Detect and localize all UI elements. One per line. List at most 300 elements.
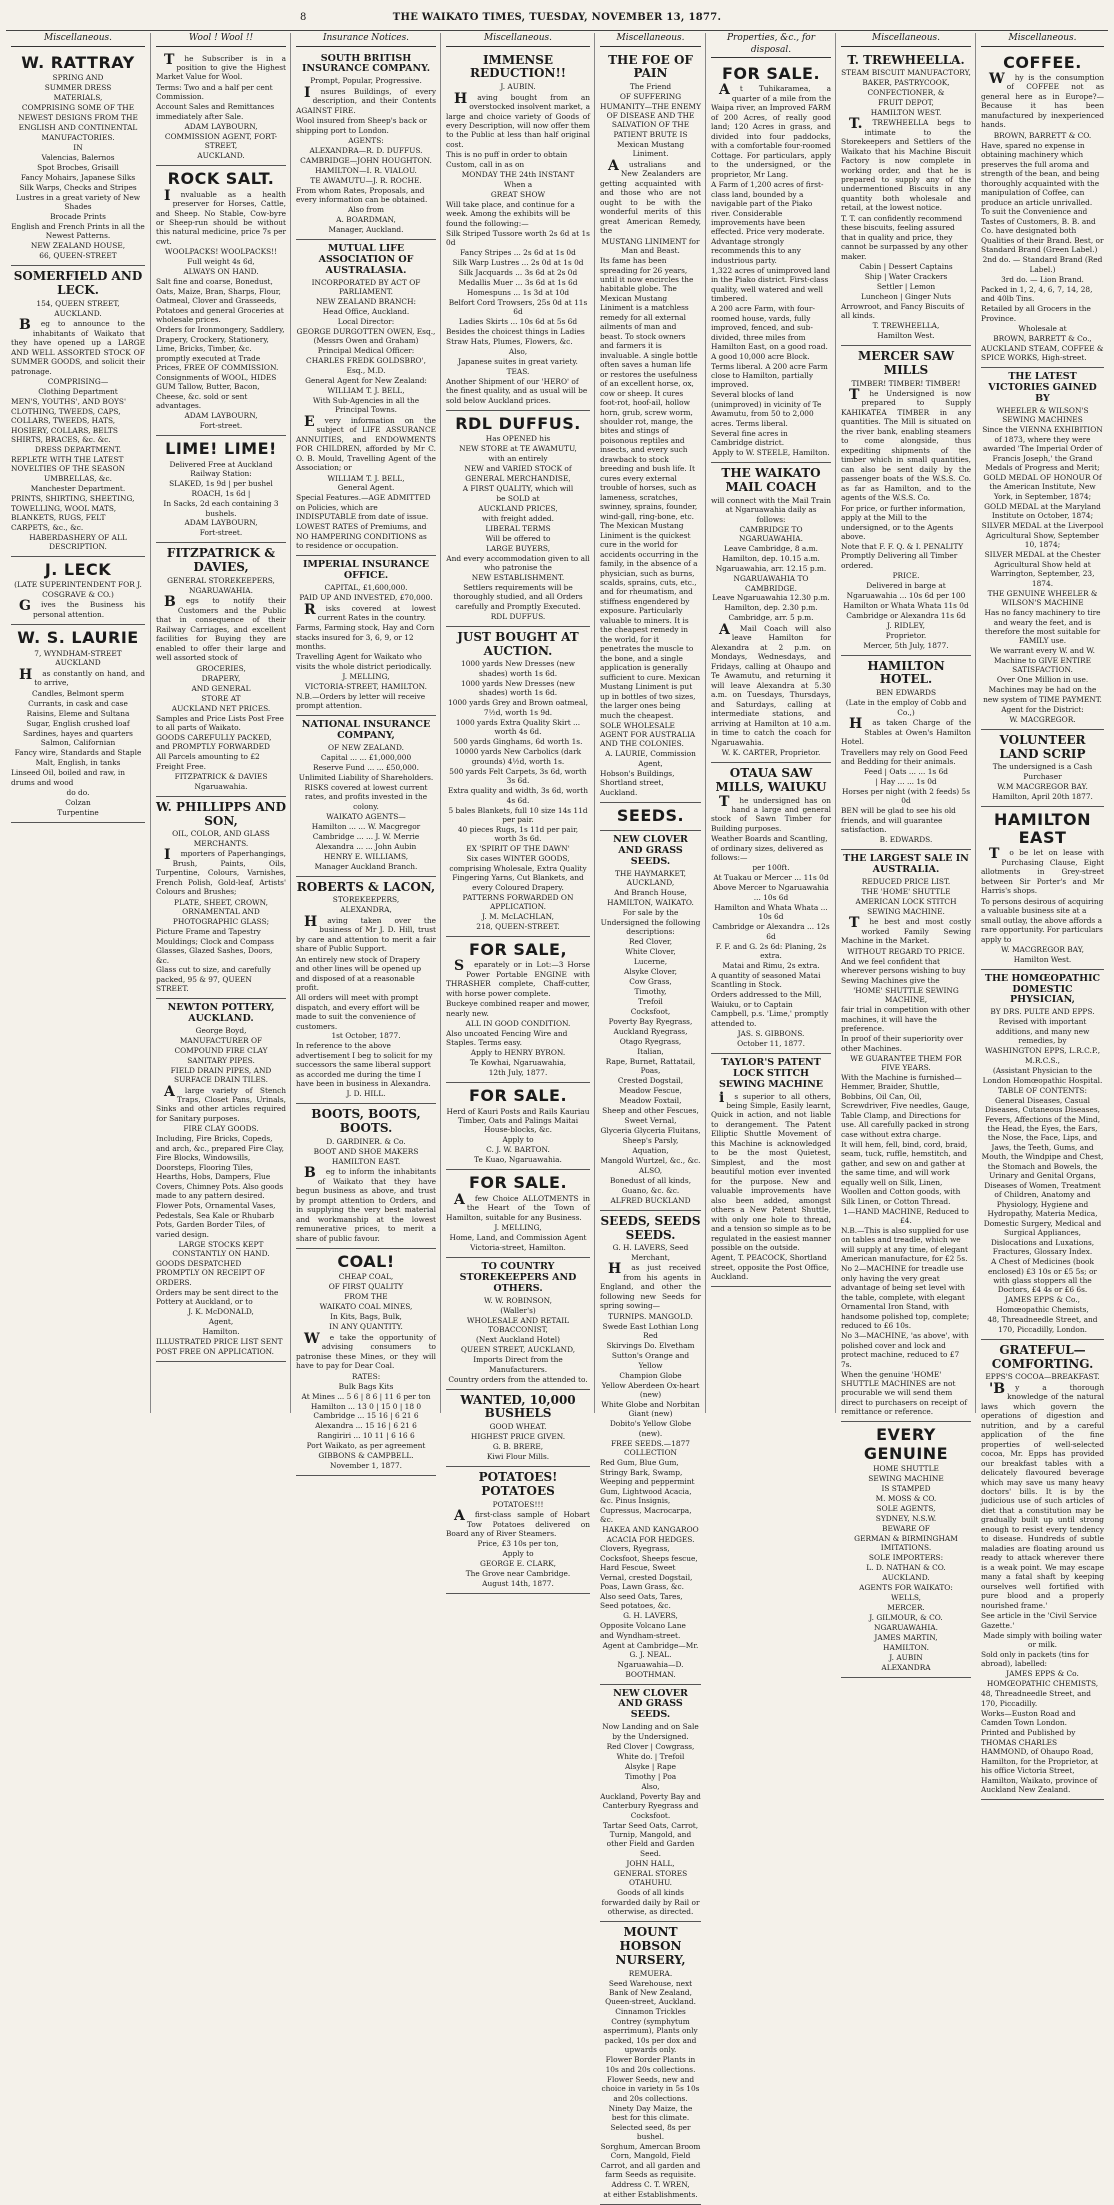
advertisement — [711, 763, 831, 1054]
ad-headline: FOR SALE. — [721, 64, 821, 84]
advertisement — [296, 1249, 436, 1476]
ad-detail: At Tuakau or Mercer ... 11s 0d — [713, 873, 829, 883]
ad-line: Poverty Bay Ryegrass, — [608, 1016, 693, 1026]
ad-line: Auckland, Poverty Bay and Canterbury Ryegrass and Cocksfoot. — [600, 1791, 701, 1820]
ad-line: Red Clover, — [628, 937, 673, 947]
ad-line: Bonedust of all kinds, — [609, 1175, 692, 1185]
ad-line: ALEXANDRA, — [340, 905, 392, 915]
ad-detail: ALL IN GOOD CONDITION. — [465, 1018, 571, 1028]
advertisement — [446, 1467, 590, 1594]
ad-detail: HAMILTON—I. R. VIALOU. — [315, 165, 417, 175]
ad-detail: Will take place, and continue for a week. Among the exhibits will be found the following:— — [446, 199, 575, 228]
ad-body: Alarge variety of Stench Traps, Closet Pans, Urinals, Sinks and other articles required for Sanitary purposes. — [156, 1083, 286, 1123]
ad-line: AMERICAN LOCK STITCH — [855, 897, 957, 907]
ad-detail: 1st October, 1877. — [331, 1031, 401, 1041]
ad-line: BOOT AND SHOE MAKERS — [313, 1146, 419, 1156]
ad-detail: FIRE CLAY GOODS. — [183, 1124, 259, 1134]
ad-line: Crested Dogstail, — [617, 1076, 684, 1086]
ad-headline: SOMERFIELD AND LECK. — [13, 269, 143, 298]
ad-line: Italian, — [637, 1046, 664, 1056]
ad-detail: Manager, Auckland. — [328, 224, 404, 234]
ad-detail: Medallis Muer ... 3s 6d at 1s 6d — [458, 277, 578, 287]
ad-detail: Ship | Water Crackers — [864, 271, 948, 281]
ad-line: 1000 yards New Dresses (new shades) worth 1s 6d. — [461, 659, 575, 678]
ad-detail: Hamilton West. — [877, 330, 935, 340]
ad-detail: Buckeye combined reaper and mower, nearly new. — [446, 999, 590, 1018]
ad-detail: And we feel confident that wherever persons wishing to buy Sewing Machines give the — [841, 956, 966, 985]
ad-detail: A 200 acre Farm, with four-roomed house, vards, fully improved, fenced, and sub-divided, three miles from Hamilton East, on a good road. — [711, 304, 828, 352]
ad-line: Hamilton, dep. 2.30 p.m. — [724, 603, 818, 613]
ad-detail: Bulk Bags Kits — [338, 1381, 394, 1391]
ad-detail: 1—HAND MACHINE, Reduced to £4. — [843, 1206, 969, 1225]
ad-detail: J. RIDLEY, — [886, 620, 926, 630]
ad-body: Separately or in Lot:—3 Horse Power Portable ENGINE with THRASHER complete, Chaff-cutter, with horse power complete. — [446, 958, 590, 998]
ad-detail: Skirvings Do. Elvetham — [606, 1341, 695, 1351]
ad-headline: W. S. LAURIE — [17, 628, 139, 648]
ad-line: RISKS covered at lowest current rates, and profits invested in the colony. — [304, 782, 428, 811]
ad-headline: SEEDS, SEEDS SEEDS. — [600, 1213, 701, 1242]
ad-detail: Wholesale at — [1018, 323, 1067, 333]
ad-detail: JAMES EPPS & Co. — [1006, 1669, 1079, 1679]
ad-detail: When a — [503, 179, 533, 189]
ad-line: Sweet Vernal, — [624, 1116, 677, 1126]
ad-line: Address C. T. WREN, — [611, 2180, 690, 2190]
ad-line: FIELD DRAIN PIPES, AND SURFACE DRAIN TILES. — [170, 1065, 272, 1085]
ad-line: Settlers requirements will be thoroughly studied, and all Orders carefully and Promptly Executed. — [453, 583, 583, 611]
advertisement — [446, 627, 590, 937]
ad-detail: Hamilton West. — [1013, 954, 1072, 964]
ad-headline: ROBERTS & LACON, — [296, 879, 436, 894]
ad-detail: SOLE WHOLESALE AGENT FOR AUSTRALIA AND THE COLONIES. — [600, 720, 696, 749]
ad-detail: Dobito's Yellow Globe (new). — [609, 1419, 692, 1438]
ad-detail: Victoria-street, Hamilton. — [470, 1243, 566, 1253]
ad-headline: NEWTON POTTERY, AUCKLAND. — [167, 1002, 275, 1025]
ad-line: COMPOUND FIRE CLAY SANITARY PIPES. — [174, 1046, 268, 1065]
ad-line: WASHINGTON EPPS, L.R.C.P., — [984, 1046, 1101, 1056]
ad-detail: When the genuine 'HOME' SHUTTLE MACHINES are not procurable we will send them direct to purchasers on receipt of remittance or reference. — [841, 1369, 967, 1417]
ad-detail: A. LAURIE, Commission Agent, — [605, 749, 696, 768]
ad-line: ENGLISH AND CONTINENTAL — [18, 122, 138, 132]
ad-detail: At Mines ... 5 6 | 8 6 | 11 6 per ton — [301, 1391, 431, 1401]
ad-body: Why is the consumption of COFFEE not as general here as in Europe?—Because it has been manufactured by inexperienced hands. — [981, 70, 1104, 130]
advertisement — [156, 797, 286, 1000]
ad-body: Having bought from an overstocked insolvent market, a large and choice variety of Goods of every Description, will now offer them to the Public at less than half original cost. — [446, 90, 590, 149]
ad-line: AUCKLAND PRICES, — [478, 503, 558, 513]
ad-line: Hamilton ... ... W. Macgregor — [311, 821, 421, 831]
ad-detail: TURNIPS. MANGOLD. — [608, 1311, 693, 1321]
ad-body: is superior to all others, being Simple, Easily learnt, Quick in action, and not liable to derangement. The Patent Elliptic Shuttle Movement of this Machine is acknowledged to be the most Quietest, Simplest, and the most beautiful motion ever invented for the purpose. New and valuable improvements have also been added, amongst others a New Patent Shuttle, with only one hole to thread, and a tension so simple as to be regulated in the easiest manner possible on the outside. — [711, 1089, 831, 1252]
ad-line: PATTERNS FORWARDED ON APPLICATION. — [462, 892, 574, 912]
ad-line: NEW STORE at TE AWAMUTU, — [459, 443, 577, 453]
ad-line: General Diseases, Casual Diseases, Cutaneous Diseases, Fevers, Affections of the Mind, the Head, the Eyes, the Ears, the Nose, the Face, Lips, and Jaws, the Teeth, Gums, and Mouth, the Windpipe and Chest, the Stomach and Bowels, the Urinary and Genital Organs, Diseases of Women, Treatment of Children, Anatomy and Physiology, Hygiene and Hydropathy, Materia Medica, Domestic Surgery, Medical and Surgical Appliances, Dislocations and Luxations, Fractures, Glossary Index. — [981, 1095, 1104, 1257]
ad-detail: Glass cut to size, and carefully packed, 95 & 97, QUEEN STREET. — [156, 965, 271, 994]
ad-line: GENERAL MERCHANDISE, — [465, 473, 571, 483]
ad-headline: OTAUA SAW MILLS, WAIUKU — [715, 765, 827, 794]
ad-line: HENRY E. WILLIAMS, — [323, 851, 409, 861]
ad-detail: TEAS. — [506, 366, 530, 376]
ad-line: WHEELER & WILSON'S SEWING MACHINES — [996, 405, 1089, 425]
masthead-rule — [6, 30, 1108, 31]
ad-detail: AND GENERAL — [191, 683, 251, 693]
ad-line: Meadow Foxtail, — [619, 1096, 682, 1106]
ad-line: Trefoil — [638, 997, 663, 1007]
ad-headline: FITZPATRICK & DAVIES, — [166, 546, 276, 575]
ad-line: ALSO, — [638, 1165, 663, 1175]
ad-detail: Port Waikato, as per agreement — [306, 1441, 426, 1451]
ad-detail: Yellow Aberdeen Ox-heart (new) — [601, 1380, 700, 1399]
ad-line: Delivered Free at Auckland Railway Station: — [169, 459, 273, 479]
ad-detail: Manchester Department. — [30, 484, 126, 494]
ad-detail: Cambridge or Alexandra 11s 6d — [846, 610, 966, 620]
ad-detail: J. D. HILL. — [346, 1089, 386, 1099]
ad-line: MERCER. — [887, 1603, 925, 1613]
ad-line: Flower Border Plants in 10s and 20s collections. — [605, 2055, 696, 2074]
ad-line: HAMILTON, WAIKATO. — [607, 898, 694, 908]
ad-detail: Ngaruawahia—D. BOOTHMAN. — [617, 1660, 684, 1679]
ad-detail: Wool insured from Sheep's back or shipping port to London. — [296, 116, 428, 135]
ad-detail: Ladies Skirts ... 10s 6d at 5s 6d — [458, 317, 578, 327]
ad-detail: BROWN, BARRETT & CO. — [993, 130, 1092, 140]
ad-detail: PRICE. — [892, 570, 920, 580]
ad-line: SILVER MEDAL at the Liverpool Agricultural Show, September 10, 1874; — [981, 521, 1104, 550]
ad-line: In Kits, Bags, Bulk, — [330, 1312, 402, 1322]
ad-detail: Full weight 4s 6d, — [187, 257, 255, 267]
ad-body: At Tuhikaramea, a quarter of a mile from the Waipa river, an Improved FARM of 200 Acres, of really good land; 120 Acres in grass, and divided into four paddocks, with a comfortable four-roomed Cottage. For particulars, apply to the undersigned, or the proprietor, Mr Lang. — [711, 82, 831, 179]
ad-detail: COMMISSION AGENT, FORT-STREET, — [164, 131, 278, 151]
ad-line: SYDNEY, N.S.W. — [875, 1513, 937, 1523]
ad-line: Otago Ryegrass, — [619, 1036, 682, 1046]
ad-line: C. J. W. BARTON. — [486, 1145, 550, 1155]
ad-headline: COAL! — [337, 1252, 395, 1272]
ad-detail: Clothing Department — [38, 387, 118, 397]
ad-body: The Undersigned is now prepared to Supply KAHIKATEA TIMBER in any quantities. The Mill is situated on the river bank, enabling steamers to come alongside, thus expediting shipments of the timber which in small quantities, can also be sent daily by the passenger boats of the W.S.S. Co. as far as Hamilton, and to the agents of the W.S.S. Co. — [841, 387, 971, 503]
ad-detail: A quantity of seasoned Matai Scantling in Stock. — [711, 970, 821, 990]
ad-line: Agent for the District: — [1001, 704, 1084, 714]
ad-detail: A. BOARDMAN, — [336, 214, 396, 224]
ad-detail: Orders addressed to the Mill, Waiuku, or to Captain Campbell, p.s. 'Lime,' promptly attended to. — [711, 990, 829, 1028]
ad-detail: AUCKLAND NET PRICES. — [171, 703, 271, 713]
ad-detail: Silk Striped Tussore worth 2s 6d at 1s 0d — [446, 228, 590, 248]
ad-detail: Note that F. F. Q. & I. PENALITY Promptly Delivering all Timber ordered. — [841, 542, 964, 570]
advertisement — [711, 1054, 831, 1288]
ad-line: SOLE IMPORTERS: — [868, 1553, 944, 1563]
ad-detail: Consignments of WOOL, HIDES GUM Tallow, Butter, Bacon, Cheese, &c. sold or sent advantages. — [156, 372, 277, 411]
ad-line: W. W. ROBINSON, — [484, 1295, 552, 1305]
ad-line: with an entirely — [488, 453, 548, 463]
ad-detail: PHOTOGRAPHIC GLASS; — [172, 917, 270, 927]
ad-detail: Sutton's Orange and Yellow — [611, 1351, 690, 1370]
ad-detail: Silk Jacquards ... 3s 6d at 2s 0d — [458, 268, 578, 278]
ad-line: M. MOSS & CO. — [875, 1494, 937, 1504]
ad-line: SPRING AND — [52, 72, 104, 82]
column-heading: Miscellaneous. — [841, 33, 971, 47]
ad-line: LARGE BUYERS, — [485, 543, 551, 553]
ad-line: 218, QUEEN-STREET. — [476, 922, 560, 932]
ad-headline: LIME! LIME! — [165, 439, 277, 459]
ad-headline: WANTED, 10,000 BUSHELS — [460, 1392, 576, 1421]
advertisement — [156, 999, 286, 1361]
ad-line: NEWEST DESIGNS FROM THE — [18, 112, 138, 122]
ad-line: at either Establishments. — [603, 2190, 698, 2200]
ad-line: Guano, &c. &c. — [621, 1185, 680, 1195]
ad-line: RDL DUFFUS. — [490, 611, 546, 621]
ad-line: GOOD WHEAT. — [489, 1422, 547, 1432]
ad-line: NGARUAWAHIA. — [189, 585, 253, 595]
ad-line: 66, QUEEN-STREET — [39, 251, 117, 261]
ad-headline: THE LATEST VICTORIES GAINED BY — [988, 370, 1097, 404]
ad-detail: T. TREWHEELLA, — [872, 321, 940, 330]
ad-detail: Salt fine and coarse, Bonedust, Oats, Maize, Bran, Sharps, Flour, Oatmeal, Clover and Grasseeds, Potatoes and general Groceries at wholesale prices. — [156, 277, 284, 325]
ad-line: Sheep and other Fescues, — [602, 1106, 699, 1116]
ad-headline: GRATEFUL—COMFORTING. — [991, 1342, 1094, 1371]
advertisement — [711, 463, 831, 763]
ad-line: be SOLD at — [496, 493, 540, 503]
ad-detail: Apply to — [502, 1549, 534, 1559]
advertisement — [11, 557, 145, 625]
ad-line: WAIKATO AGENTS— — [326, 811, 406, 821]
ad-detail: | Hay ... ... 1s 0d — [875, 776, 937, 786]
ad-line: 500 yards Felt Carpets, 3s 6d, worth 3s 6d. — [449, 766, 587, 786]
ad-line: OIL, COLOR, AND GLASS MERCHANTS. — [172, 829, 270, 848]
ad-line: In Sacks, 2d each containing 3 bushels. — [163, 499, 279, 518]
ad-line: And Branch House, — [614, 888, 687, 898]
ad-line: OF FIRST QUALITY — [328, 1282, 404, 1292]
ad-line: Kiwi Flour Mills. — [486, 1452, 550, 1461]
ad-detail: ALEXANDRA—R. D. DUFFUS. — [309, 145, 423, 155]
ad-headline: BOOTS, BOOTS, BOOTS. — [311, 1107, 421, 1136]
ad-detail: DRESS DEPARTMENT. — [34, 444, 122, 454]
ad-body: The undersigned has on hand a large and general stock of Sawn Timber for Building purposes. — [711, 793, 831, 833]
ad-body: Has taken Charge of the Stables at Owen's Hamilton Hotel. — [841, 716, 971, 747]
ad-detail: GOODS DESPATCHED PROMPTLY ON RECEIPT OF ORDERS. — [156, 1258, 265, 1287]
ad-line: Over One Million in use. — [996, 675, 1089, 685]
ad-line: W. MACGREGOR. — [1009, 714, 1076, 724]
ad-headline: W. RATTRAY — [21, 52, 135, 72]
ad-line: Red Clover | Cowgrass, — [606, 1741, 695, 1751]
ad-line: Mexican Mustang Liniment. — [616, 139, 685, 159]
ad-detail: A good 10,000 acre Block. Terms liberal. A 200 acre Farm close to Hamilton, partially improved. — [711, 352, 828, 390]
ad-line: Cow Grass, — [629, 977, 672, 987]
ad-headline: THE LARGEST SALE IN AUSTRALIA. — [843, 853, 969, 876]
ad-detail: Apply to W. STEELE, Hamilton. — [712, 448, 830, 458]
ad-headline: SOUTH BRITISH INSURANCE COMPANY. — [301, 52, 431, 75]
ad-line: (Next Auckland Hotel) — [475, 1335, 561, 1345]
ad-headline: IMPERIAL INSURANCE OFFICE. — [302, 559, 430, 582]
advertisement — [296, 877, 436, 1105]
ad-detail: F. F. and G. 2s 6d: Planing, 2s extra. — [715, 941, 827, 961]
ad-detail: ADAM LAYBOURN, — [184, 411, 258, 421]
ad-line: WAIKATO COAL MINES, — [319, 1302, 413, 1312]
ad-headline: VOLUNTEER LAND SCRIP — [999, 732, 1086, 761]
ad-line: HAMILTON WEST. — [870, 107, 942, 117]
ad-detail: Also uncoated Fencing Wire and Staples. Terms easy. — [446, 1028, 568, 1048]
ad-line: SEWING MACHINE. — [867, 907, 945, 916]
ad-line: GENERAL STOREKEEPERS, — [167, 576, 275, 586]
ad-line: English and French Prints in all the Newest Patterns. — [11, 221, 145, 241]
ad-detail: Agent, T. PEACOCK, Shortland street, opposite the Post Office, Auckland. — [711, 1253, 830, 1282]
ad-line: Lustres in a great variety of New Shades — [15, 192, 141, 211]
ad-headline: J. LECK — [44, 560, 112, 580]
ad-detail: W. K. CARTER, Proprietor. — [721, 747, 821, 757]
ad-line: ROACH, 1s 6d | — [191, 489, 251, 499]
ad-detail: GOODS CAREFULLY PACKED, and PROMPTLY FORWARDED — [156, 733, 272, 752]
ad-detail: JAS. S. GIBBONS. — [737, 1028, 805, 1038]
ad-detail: AGENTS: — [348, 135, 384, 145]
advertisement — [981, 50, 1104, 368]
advertisement — [446, 1258, 590, 1389]
ad-headline: W. PHILLIPPS AND SON, — [156, 799, 287, 828]
ad-headline: THE HOMŒOPATHIC DOMESTIC PHYSICIAN, — [984, 972, 1101, 1006]
ad-detail: 'HOME' SHUTTLE SEWING MACHINE, — [853, 985, 959, 1005]
ad-line: with freight added. — [482, 513, 554, 523]
column-heading: Miscellaneous. — [981, 33, 1104, 47]
ad-line: SEWING MACHINE — [868, 1474, 944, 1484]
ad-detail: HOMŒOPATHIC CHEMISTS, — [986, 1679, 1099, 1689]
ad-detail: An entirely new stock of Drapery and other lines will be opened up and disposed of at a reasonable profit. — [296, 954, 422, 993]
ad-detail: 1,322 acres of unimproved land in the Piako district. First-class quality, well watered and well timbered. — [711, 265, 831, 304]
ad-line: Meadow Fescue, — [619, 1086, 682, 1096]
advertisement — [156, 50, 286, 167]
ad-line: NEW ESTABLISHMENT. — [471, 573, 565, 583]
ad-line: AUCKLAND. — [54, 308, 102, 318]
ad-line: IN ANY QUANTITY. — [329, 1322, 403, 1332]
ad-line: HAMILTON EAST. — [331, 1156, 401, 1166]
ad-detail: Hamilton or Whata Whata 11s 0d — [843, 600, 969, 610]
ad-line: JOHN HALL, — [626, 1858, 675, 1868]
advertisement — [446, 937, 590, 1083]
ad-line: GEORGE DURGOTTEN OWEN, Esq., (Messrs Owen and Graham) — [296, 326, 436, 346]
ad-headline: ROCK SALT. — [167, 169, 275, 189]
ad-line: MANUFACTURER OF — [179, 1036, 263, 1046]
ad-detail: Above Mercer to Ngaruawahia ... 10s 6d — [713, 883, 829, 902]
ad-line: Hamilton, April 20th 1877. — [992, 791, 1093, 801]
ad-headline: COFFEE. — [1003, 52, 1082, 72]
ad-line: Sheep's Parsly, — [622, 1136, 679, 1146]
advertisement — [296, 716, 436, 876]
ad-detail: Belfort Cord Trowsers, 25s 0d at 11s 6d — [448, 297, 588, 317]
advertisement — [841, 346, 971, 656]
ad-body: Beg to announce to the inhabitants of Waikato that they have opened up a LARGE AND WELL ASSORTED STOCK OF SUMMER GOODS, and solicit their patronage. — [11, 317, 145, 376]
column-inner — [976, 33, 1109, 1800]
ad-detail: fair trial in competition with other machines, it will have the preference. — [841, 1005, 970, 1034]
ad-detail: Arrowroot, and Fancy Biscuits of all kinds. — [841, 301, 965, 321]
ad-line: Ninety Day Maize, the best for this climate. Selected seed, 8s per bushel. — [608, 2103, 693, 2142]
ad-detail: ALWAYS ON HAND. — [183, 267, 259, 277]
ad-detail: Malt, English, in tanks — [35, 758, 121, 768]
ad-detail: RATES: — [351, 1371, 381, 1381]
ad-line: 154, QUEEN STREET, — [36, 298, 120, 308]
ad-line: D. GARDINER. & Co. — [326, 1136, 406, 1146]
column-2 — [150, 33, 291, 1413]
ad-line: Auckland Ryegrass, — [613, 1026, 688, 1036]
ad-detail: Linseed Oil, boiled and raw, in drums and wood — [11, 768, 125, 787]
ad-line: LIBERAL TERMS — [485, 523, 551, 533]
ad-detail: WOOLPACKS! WOOLPACKS!! — [164, 247, 278, 257]
ad-body: Importers of Paperhangings, Brush, Paints, Oils, Turpentine, Colours, Varnishes, French Polish, Gold-leaf, Artists' Colours and Brushes; — [156, 847, 286, 897]
ad-line: Seed Warehouse, next Bank of New Zealand, Queen-street, Auckland. — [605, 1978, 696, 2007]
advertisement — [296, 556, 436, 716]
ad-line: CAMBRIDGE TO NGARUAWAHIA. — [739, 524, 803, 544]
ad-detail: WE GUARANTEE THEM FOR FIVE YEARS. — [850, 1053, 962, 1072]
advertisement — [600, 803, 701, 831]
ad-detail: W. MACGREGOR BAY, — [1000, 944, 1085, 954]
ad-detail: J. K. McDONALD, — [188, 1307, 254, 1317]
ad-detail: 48, Threadneedle Street, and 170, Piccadilly. — [981, 1689, 1092, 1708]
ad-detail: Orders for Ironmongery, Saddlery, Drapery, Crockery, Stationery, Lime, Bricks, Timber, &c. promptly executed at Trade Prices, FREE OF COMMISSION. — [156, 325, 285, 372]
ad-line: Herd of Kauri Posts and Rails Kauriau Timber, Oats and Palings Maitai House-blocks, &c. — [446, 1106, 590, 1135]
ad-headline: MERCER SAW MILLS — [857, 348, 955, 377]
ad-detail: DRAPERY, — [201, 673, 241, 683]
ad-line: Manager Auckland Branch. — [314, 861, 418, 871]
ad-line: BEWARE OF — [882, 1523, 930, 1533]
ad-line: (LATE SUPERINTENDENT FOR J. COSGRAVE & CO.) — [14, 580, 142, 599]
ad-detail: Salmon, Californian — [40, 738, 116, 748]
ad-detail: Another Shipment of our 'HERO' of the finest quality, and as usual will be sold below Auckland prices. — [446, 376, 588, 405]
ad-detail: Turpentine — [57, 807, 99, 817]
ad-detail: Matai and Rimu, 2s extra. — [722, 961, 820, 971]
ad-detail: Mercer, 5th July, 1877. — [863, 640, 949, 650]
ad-line: Fancy Mohairs, Japanese Silks — [20, 172, 136, 182]
ad-detail: This is no puff in order to obtain Custom, call in as on — [446, 150, 568, 169]
ad-line: ALFRED BUCKLAND — [610, 1195, 691, 1205]
ad-line: Imports Direct from the Manufacturers. — [473, 1355, 563, 1374]
ad-detail: AUCKLAND. — [197, 151, 245, 161]
advertisement — [841, 656, 971, 851]
ad-line: ADAM LAYBOURN, — [184, 518, 258, 528]
ad-line: QUEEN STREET, AUCKLAND, — [460, 1345, 576, 1355]
advertisement — [446, 411, 590, 627]
ad-line: G. H. LAVERS, Seed Merchant, — [612, 1243, 689, 1262]
advertisement — [981, 807, 1104, 970]
ad-detail: 3rd do. — Lion Brand. — [1001, 274, 1084, 284]
ad-line: ALEXANDRA — [881, 1663, 931, 1672]
ad-detail: See article in the 'Civil Service Gazette.' — [981, 1611, 1097, 1630]
ad-line: Sorghum, Amercan Broom Corn, Mangold, Field Carrot, and all garden and farm Seeds as requisite. — [600, 2142, 701, 2180]
ad-detail: Opposite Volcano Lane and Wyndham-street. — [600, 1621, 686, 1640]
ad-detail: Sugar, English crushed loaf — [26, 718, 130, 728]
ad-detail: Made simply with boiling water or milk. — [983, 1630, 1102, 1649]
ad-body: Afirst-class sample of Hobart Tow Potatoes delivered on Board any of River Steamers. — [446, 1508, 590, 1538]
ad-line: NEW and VARIED STOCK of — [464, 463, 572, 473]
masthead — [0, 4, 1114, 30]
ad-line: BEN EDWARDS — [875, 688, 937, 698]
ad-detail: COMPRISING— — [47, 377, 109, 387]
ad-line: BAKER, PASTRYCOOK, CONFECTIONER, & — [862, 78, 950, 97]
ad-detail: Proprietor. — [885, 630, 927, 640]
ad-line: BY DRS. PULTE AND EPPS. — [990, 1007, 1095, 1017]
ad-detail: Price, £3 10s per ton, — [477, 1539, 559, 1549]
ad-detail: CAMBRIDGE—JOHN HOUGHTON. — [300, 155, 432, 165]
advertisement — [156, 166, 286, 436]
ad-line: MANUFACTORIES. — [41, 132, 115, 142]
ad-detail: No 2—MACHINE for treadle use only having the very great advantage of being set level with the table, complete, with elegant Ornamental Iron Stand, with handsome polished top, complete; reduced to £6 10s. — [841, 1264, 970, 1331]
ad-line: REMUERA. — [628, 1968, 673, 1978]
ad-line: Now Landing and on Sale by the Undersigned. — [602, 1722, 699, 1741]
advertisement — [11, 50, 145, 267]
ad-detail: PRINTS, SHIRTING, SHEETING, TOWELLING, WOOL MATS, BLANKETS, RUGS, FELT CARPETS, &c., &c. — [11, 494, 135, 532]
ad-line: AGENTS FOR WAIKATO: — [859, 1583, 953, 1593]
ad-line: NGARUAWAHIA TO CAMBRIDGE. — [733, 574, 809, 593]
ad-headline: SEEDS. — [616, 805, 685, 825]
ad-detail: Swede East Lothian Long Red — [602, 1321, 699, 1341]
ad-line: will connect with the Mail Train at Ngaruawahia daily as follows: — [711, 495, 831, 524]
advertisement — [446, 1170, 590, 1258]
ad-line: Te Kuao, Ngaruawahia. — [474, 1155, 562, 1165]
ad-detail: Several blocks of land (unimproved) in vicinity of Te Awamutu, from 50 to 2,000 acres. Terms liberal. — [711, 390, 822, 428]
ad-line: POTATOES!!! — [492, 1499, 544, 1509]
ad-detail: J. MELLING, — [494, 1223, 542, 1233]
ad-line: Cambridge, arr. 5 p.m. — [728, 613, 814, 623]
